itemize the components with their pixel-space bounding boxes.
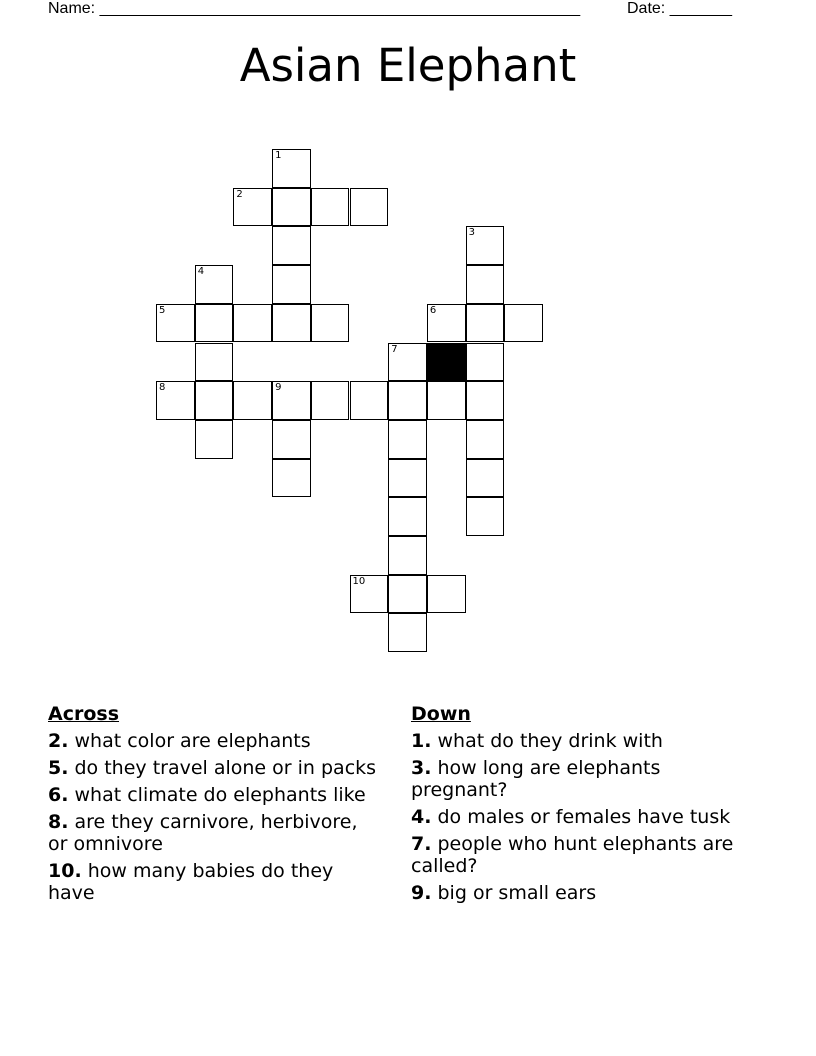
grid-cell[interactable] (388, 343, 427, 382)
grid-cell[interactable] (388, 381, 427, 420)
grid-cell[interactable] (388, 575, 427, 614)
grid-cell[interactable] (272, 381, 311, 420)
grid-cell[interactable] (272, 420, 311, 459)
grid-cell[interactable] (466, 459, 505, 498)
clue-number: 9 (275, 382, 282, 394)
grid-cell[interactable] (466, 343, 505, 382)
grid-cell[interactable] (272, 265, 311, 304)
down-clues (411, 702, 751, 909)
grid-cell[interactable] (350, 575, 389, 614)
grid-cell[interactable] (272, 226, 311, 265)
clue-down-3: 3. how long are elephants pregnant? (411, 757, 661, 801)
grid-cell[interactable] (156, 381, 195, 420)
grid-cell[interactable] (272, 304, 311, 343)
clue-number: 1 (275, 150, 282, 161)
page-title: Asian Elephant (239, 39, 577, 92)
clue-number: 7 (391, 343, 398, 355)
name-field-label: Name: ______________________________________________________ (48, 0, 581, 17)
grid-cell[interactable] (311, 381, 350, 420)
clue-number: 3 (468, 227, 475, 239)
grid-cell[interactable] (466, 226, 505, 265)
grid-cell[interactable] (195, 304, 234, 343)
clue-down-7: 7. people who hunt elephants are called? (411, 833, 734, 877)
grid-cell[interactable] (272, 188, 311, 227)
date-field-label: Date: _______ (627, 0, 732, 17)
across-clues (48, 702, 378, 909)
grid-cell[interactable] (233, 188, 272, 227)
clue-across-2: 2. what color are elephants (48, 730, 311, 752)
grid-cell[interactable] (195, 265, 234, 304)
grid-cell[interactable] (466, 265, 505, 304)
grid-cell[interactable] (311, 188, 350, 227)
clue-number: 4 (197, 266, 205, 278)
grid-cell[interactable] (272, 149, 311, 188)
clue-across-10: 10. how many babies do they have (48, 860, 334, 904)
grid-cell[interactable] (504, 304, 543, 343)
grid-cell[interactable] (350, 188, 389, 227)
clue-number: 8 (159, 382, 166, 394)
grid-cell[interactable] (388, 536, 427, 575)
grid-cell[interactable] (388, 459, 427, 498)
grid-cell[interactable] (427, 575, 466, 614)
clue-number: 2 (236, 188, 243, 200)
clue-number: 6 (429, 304, 437, 316)
grid-cell[interactable] (195, 381, 234, 420)
grid-cell[interactable] (156, 304, 195, 343)
grid-cell[interactable] (466, 381, 505, 420)
grid-cell[interactable] (195, 420, 234, 459)
clue-number: 5 (159, 304, 166, 316)
clue-across-5: 5. do they travel alone or in packs (48, 757, 377, 779)
clue-down-4: 4. do males or females have tusk (411, 806, 731, 828)
grid-cell[interactable] (388, 497, 427, 536)
grid-cell[interactable] (466, 304, 505, 343)
grid-cell[interactable] (350, 381, 389, 420)
grid-cell[interactable] (195, 343, 234, 382)
black-cell (427, 343, 466, 382)
grid-cell[interactable] (233, 381, 272, 420)
clue-number: 10 (352, 575, 366, 587)
grid-cell[interactable] (427, 381, 466, 420)
grid-cell[interactable] (272, 459, 311, 498)
grid-cell[interactable] (388, 420, 427, 459)
grid-cell[interactable] (388, 613, 427, 652)
grid-cell[interactable] (466, 497, 505, 536)
clue-across-6: 6. what climate do elephants like (48, 784, 366, 806)
grid-cell[interactable] (311, 304, 350, 343)
down-heading: Down (411, 703, 471, 725)
grid-cell[interactable] (233, 304, 272, 343)
grid-cell[interactable] (427, 304, 466, 343)
clue-down-1: 1. what do they drink with (411, 730, 663, 752)
clue-across-8: 8. are they carnivore, herbivore, or omnivore (48, 811, 358, 855)
across-heading: Across (48, 703, 120, 725)
grid-cell[interactable] (466, 420, 505, 459)
clue-down-9: 9. big or small ears (411, 882, 597, 904)
